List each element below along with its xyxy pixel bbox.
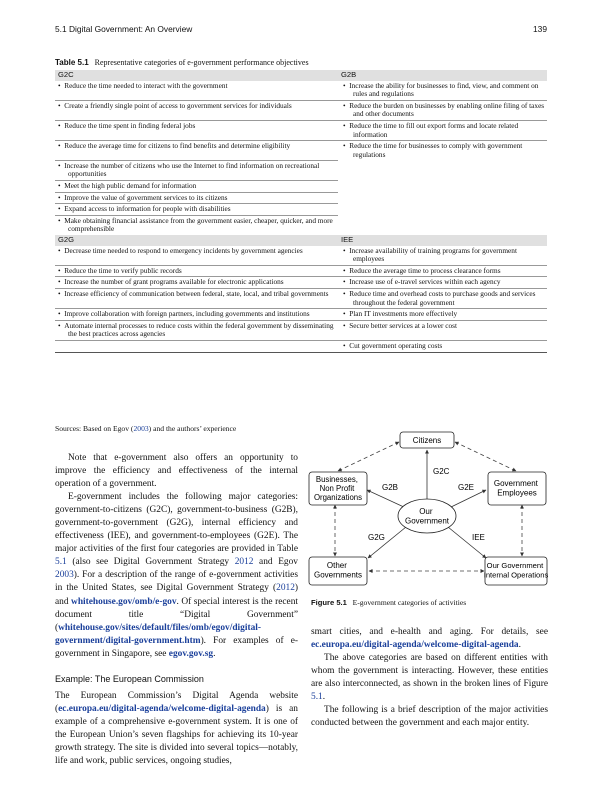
citation-dgs-2012[interactable]: 2012 [276,583,295,594]
section-title: 5.1 Digital Government: An Overview [55,24,193,34]
link-egov-sg[interactable]: egov.gov.sg [168,648,214,659]
link-g2e [449,490,486,508]
link-iee [448,527,486,558]
node-our-government-label: Our [419,507,433,516]
citation-dgs-2012[interactable]: 2012 [234,557,254,568]
bullet-item: • Reduce time and overhead costs to purchase goods and services throughout the federal government [343,288,536,307]
example-heading: Example: The European Commission [55,673,204,684]
table-cell [338,192,547,204]
table-cell [338,265,547,277]
table-cell [55,204,338,216]
table-ref[interactable]: 5.1 [55,557,67,568]
bullet-item: • Reduce the average time to process clearance forms [343,265,501,275]
bullet-item: • Expand access to information for people with disabilities [58,204,231,214]
node-internal-operations-label: Internal Operations [483,570,548,580]
edge-label-g2b: G2B [382,483,399,492]
link-g2g [368,527,406,558]
node-our-government-label: Government [404,516,450,526]
bullet-item: • Automate internal processes to reduce costs within the federal government by disseminating the best practices across agencies [58,320,334,339]
table-cell [55,277,338,289]
e-government-diagram [306,430,548,594]
edge-label-iee: IEE [472,533,485,542]
table-cell [338,246,547,266]
paragraph: The above categories are based on different entities with whom the government is interacting. However, these entities are also interconnected, as shown in the broken lines of Figure 5.1. [311,653,548,703]
table-cell [338,204,547,216]
figure-caption-text: E-government categories of activities [352,598,467,607]
table-row [55,340,547,352]
table-cell [338,141,547,161]
table-caption-text: Representative categories of e-government performance objectives [94,58,309,67]
right-column [311,626,548,730]
node-employees-label: Government [493,479,538,488]
table-row [55,277,547,289]
bullet-item: • Increase the number of citizens who use the Internet to find information on recreational opportunities [58,160,320,179]
bullet-item: • Make obtaining financial assistance from the government easier, cheaper, quicker, and more comprehensible [58,215,333,234]
bullet-item: • Reduce the average time for citizens to find benefits and determine eligibility [58,141,291,151]
table-cell [55,141,338,161]
bullet-item: • Reduce the time for businesses to comply with government regulations [343,141,523,159]
bullet-item: • Improve the value of government services to its citizens [58,192,228,202]
table-row [55,320,547,340]
table-cell [55,309,338,321]
node-other-governments-label: Governments [313,570,363,580]
running-header [55,24,547,34]
table-cell [55,246,338,266]
table-cell [55,100,338,120]
bullet-item: • Increase use of e-travel services within each agency [343,277,501,287]
node-businesses-label: Businesses, [315,475,358,484]
table-cell [55,215,338,235]
edge-label-g2c: G2C [433,467,450,476]
bullet-item: • Increase efficiency of communication between federal, state, local, and tribal governments [58,288,329,298]
table-cell [55,192,338,204]
table-section-header [55,235,547,246]
table-cell [55,81,338,101]
bullet-item: • Increase the ability for businesses to find, view, and comment on rules and regulations [343,80,539,99]
figure-caption [311,598,466,607]
node-citizens-label: Citizens [412,436,442,445]
table-cell [55,160,338,180]
bullet-item: • Cut government operating costs [343,340,443,350]
table-cell [55,340,338,352]
bullet-item: • Decrease time needed to respond to emergency incidents by government agencies [58,245,303,255]
category-header: G2G [55,235,338,246]
table-cell [338,160,547,180]
paragraph: E-government includes the following major categories: government-to-citizens (G2C), government-to-business (G2B), government-to-government (G2G), internal efficiency and effectiveness (IEE), and government-to-employees (G2E). The major activities of the first four categories are provided in Table 5.1 (also see Digital Government Strategy 2012 and Egov 2003). For a description of the range of e-government activities in the United States, see Digital Government Strategy (2012) and whitehouse.gov/omb/e-gov. Of special interest is the recent document title “Digital Government” (whitehouse.gov/sites/default/files/omb/egov/digital-government/digital-government.htm). For examples of e-government in Singapore, see egov.gov.sg. [55,492,298,659]
table-cell [338,320,547,340]
table-row [55,204,547,216]
table-cell [55,265,338,277]
paragraph: The following is a brief description of the major activities conducted between the government and each major entity. [311,705,548,729]
link-whitehouse-egov[interactable]: whitehouse.gov/omb/e-gov [71,596,177,607]
table-row [55,120,547,140]
svg-text:Government Employees [494,479,540,498]
table-row [55,265,547,277]
table-cell [338,309,547,321]
paragraph: Note that e-government also offers an opportunity to improve the efficiency and effectiveness of the internal operation of a government. [55,453,298,490]
node-other-governments-label: Other [326,561,347,570]
bullet-item: • Reduce the time needed to interact with the government [58,80,228,90]
table-cell [338,81,547,101]
category-header: G2C [55,70,338,81]
svg-text:Businesses, Non Profit [314,475,362,502]
bullet-item: • Reduce the time to verify public records [58,265,182,275]
objectives-table [55,70,547,353]
bullet-item: • Increase the number of grant programs available for electronic applications [58,277,284,287]
table-row [55,288,547,308]
figure-label: Figure 5.1 [311,598,347,607]
page-number: 139 [533,24,547,34]
bullet-item: • Meet the high public demand for information [58,181,197,191]
bullet-item: • Improve collaboration with foreign partners, including governments and institutions [58,309,310,319]
table-label: Table 5.1 [55,58,89,67]
table-cell [338,215,547,235]
paragraph: The European Commission’s Digital Agenda website (ec.europa.eu/digital-agenda/welcome-digital-agenda) is an example of a comprehensive e-government system. It is one of the European Union’s seven flagships for achieving its 10-year growth strategy. The site is divided into several topics—notably, life and work, public services, ongoing studies, [55,690,298,767]
table-row [55,192,547,204]
node-businesses-label: Non Profit [319,484,355,493]
category-header: G2B [338,70,547,81]
table-caption [55,58,309,67]
link-g2b [367,490,406,508]
edge-label-g2e: G2E [458,483,475,492]
bullet-item: • Increase availability of training programs for government employees [343,245,517,264]
node-employees-label: Employees [497,488,537,498]
citation-egov-2003[interactable]: 2003 [55,570,74,581]
table-cell [338,120,547,140]
node-businesses-label: Organizations [313,493,363,502]
table-row [55,141,547,161]
table-cell [55,320,338,340]
link-digital-agenda[interactable]: ec.europa.eu/digital-agenda/welcome-digital-agenda [58,703,266,714]
dashed-link-citizens-businesses [338,442,399,471]
table-section-header [55,70,547,81]
bullet-item: • Reduce the burden on businesses by enabling online filing of taxes and other documents [343,100,545,119]
table-row [55,181,547,193]
table-cell [338,100,547,120]
citation-egov-2003[interactable]: 2003 [133,424,149,433]
table-row [55,81,547,101]
left-column [55,452,298,768]
category-header: IEE [338,235,547,246]
table-cell [338,340,547,352]
table-row [55,215,547,235]
table-row [55,160,547,180]
table-cell [338,181,547,193]
table-cell [338,288,547,308]
table-row [55,309,547,321]
link-whitehouse-digital-government[interactable]: whitehouse.gov/sites/default/files/omb/egov/digital-government/digital-government.htm [55,622,261,646]
svg-text:Our Government Internal Op [484,561,548,580]
bullet-item: • Create a friendly single point of access to government services for individuals [58,100,292,110]
bullet-item: • Plan IT investments more effectively [343,309,458,319]
link-digital-agenda[interactable]: ec.europa.eu/digital-agenda/welcome-digital-agenda [311,640,519,651]
paragraph: smart cities, and e-health and aging. For details, see ec.europa.eu/digital-agenda/welcome-digital-agenda. [311,627,548,651]
table-cell [55,120,338,140]
table-cell [55,288,338,308]
node-internal-operations-label: Our Government [486,561,544,570]
table-row [55,100,547,120]
bullet-item: • Reduce the time to fill out export forms and locate related information [343,120,519,139]
table-cell [338,277,547,289]
bullet-item: • Secure better services at a lower cost [343,320,457,330]
table-cell [55,181,338,193]
figure-ref[interactable]: 5.1 [311,692,323,703]
bullet-item: • Reduce the time spent in finding federal jobs [58,120,196,130]
dashed-link-citizens-employees [455,442,516,471]
edge-label-g2g: G2G [368,533,385,542]
table-sources: Sources: Based on Egov (2003) and the authors’ experience [55,424,237,433]
table-row [55,246,547,266]
